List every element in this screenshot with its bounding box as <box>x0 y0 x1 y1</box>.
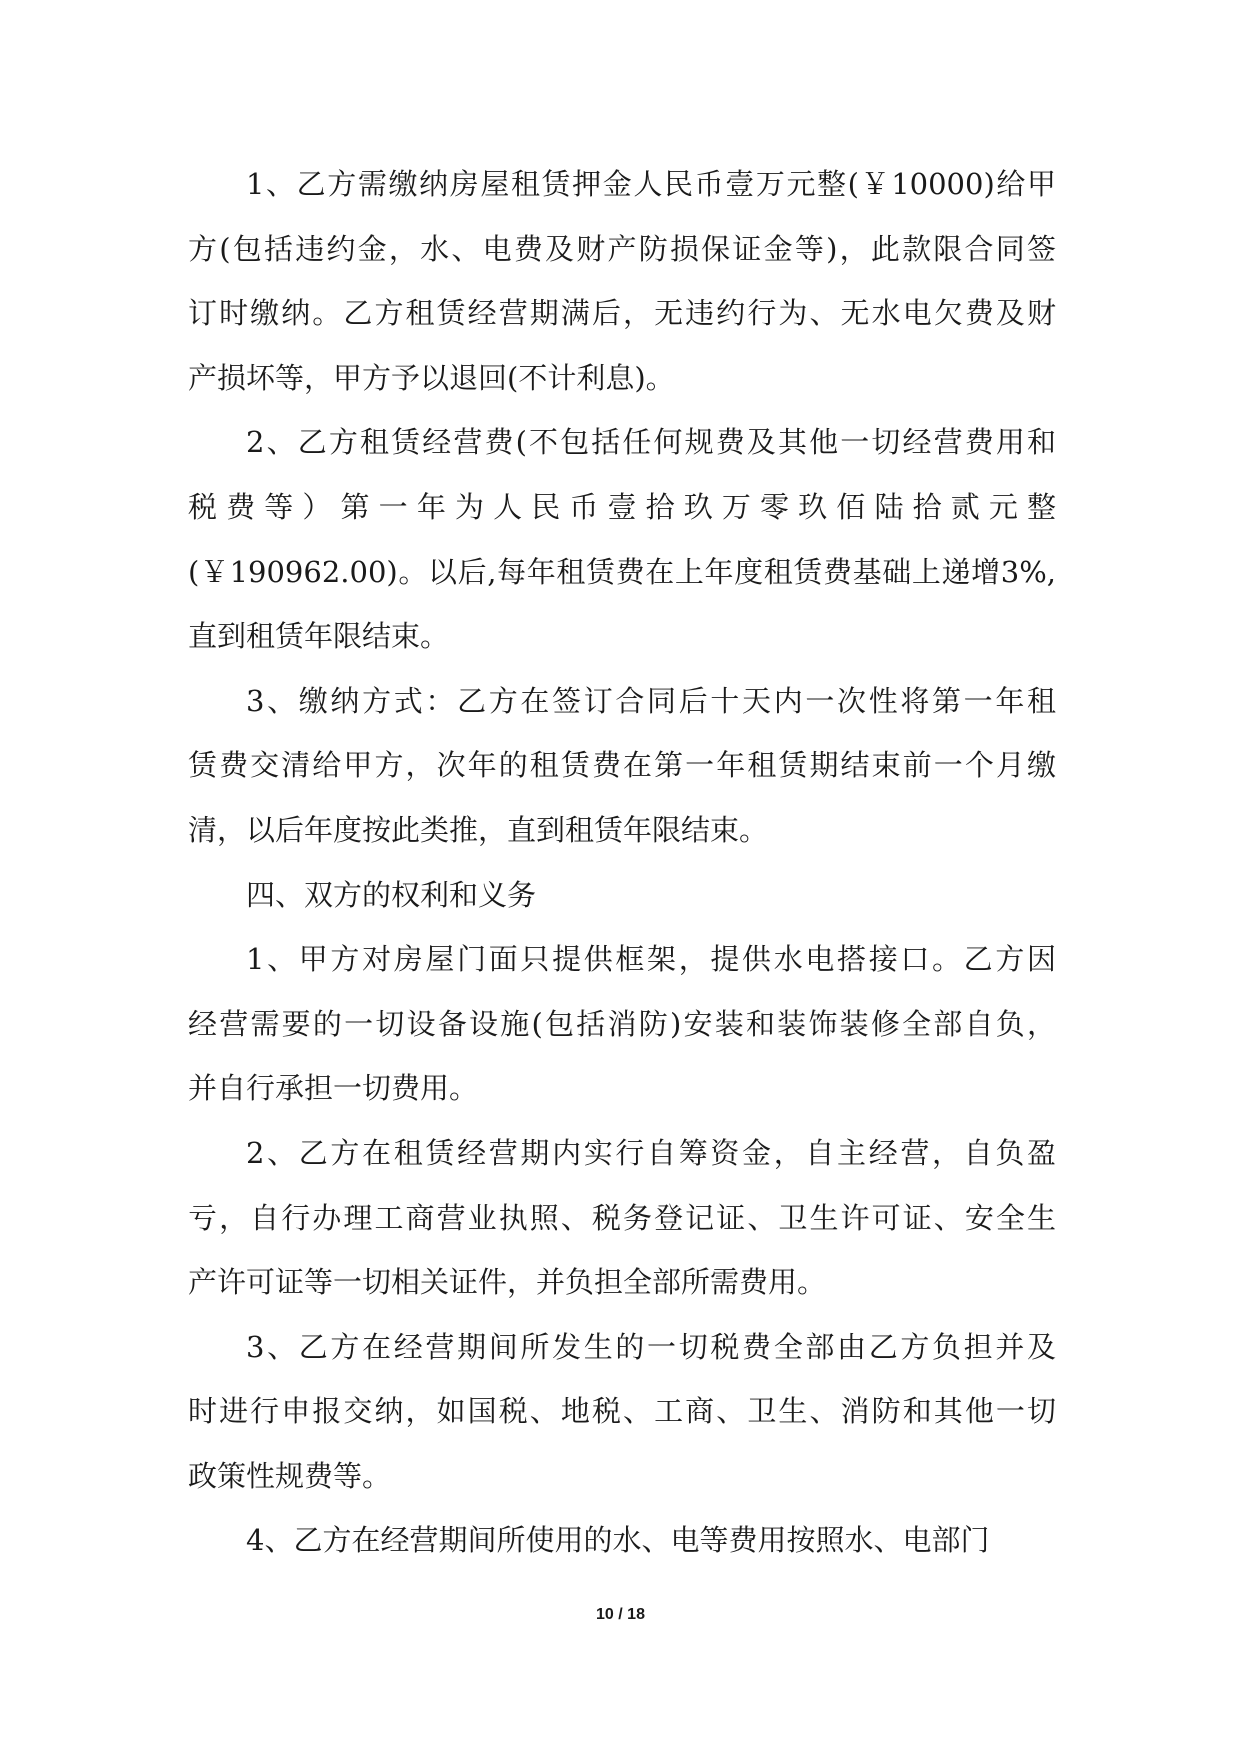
paragraph-line: (￥190962.00)。以后,每年租赁费在上年度租赁费基础上递增3%, <box>188 554 1056 589</box>
paragraph-line: 直到租赁年限结束。 <box>188 619 450 654</box>
paragraph-line: 3、乙方在经营期间所发生的一切税费全部由乙方负担并及 <box>246 1329 1056 1364</box>
paragraph-line: 时进行申报交纳，如国税、地税、工商、卫生、消防和其他一切 <box>188 1394 1056 1429</box>
paragraph-line: 四、双方的权利和义务 <box>246 877 537 912</box>
paragraph <box>188 1508 1056 1573</box>
paragraph-line: 产损坏等，甲方予以退回(不计利息)。 <box>188 360 675 395</box>
paragraph-line: 订时缴纳。乙方租赁经营期满后，无违约行为、无水电欠费及财 <box>188 296 1056 331</box>
paragraph-line: 1、乙方需缴纳房屋租赁押金人民币壹万元整(￥10000)给甲 <box>246 167 1056 201</box>
paragraph <box>188 1315 1056 1509</box>
document-body <box>188 152 1056 1573</box>
paragraph <box>188 927 1056 1121</box>
paragraph-line: 税费等）第一年为人民币壹拾玖万零玖佰陆拾贰元整 <box>188 489 1056 524</box>
page-number: 10 / 18 <box>596 1606 645 1623</box>
paragraph-line: 2、乙方在租赁经营期内实行自筹资金，自主经营，自负盈 <box>246 1135 1056 1170</box>
paragraph-line: 并自行承担一切费用。 <box>188 1071 479 1106</box>
paragraph <box>188 863 1056 928</box>
paragraph-line: 经营需要的一切设备设施(包括消防)安装和装饰装修全部自负， <box>188 1006 1056 1041</box>
paragraph-line: 清，以后年度按此类推，直到租赁年限结束。 <box>188 812 769 847</box>
paragraph-line: 亏，自行办理工商营业执照、税务登记证、卫生许可证、安全生 <box>188 1200 1056 1235</box>
paragraph-line: 1、甲方对房屋门面只提供框架，提供水电搭接口。乙方因 <box>246 942 1056 977</box>
paragraph <box>188 410 1056 668</box>
paragraph-line: 方(包括违约金，水、电费及财产防损保证金等)，此款限合同签 <box>188 231 1056 266</box>
paragraph-line: 政策性规费等。 <box>188 1458 392 1493</box>
paragraph <box>188 1121 1056 1315</box>
paragraph-line: 2、乙方租赁经营费(不包括任何规费及其他一切经营费用和 <box>246 425 1056 460</box>
paragraph-line: 产许可证等一切相关证件，并负担全部所需费用。 <box>188 1265 827 1300</box>
paragraph <box>188 669 1056 863</box>
paragraph <box>188 152 1056 410</box>
paragraph-line: 4、乙方在经营期间所使用的水、电等费用按照水、电部门 <box>246 1523 990 1558</box>
paragraph-line: 3、缴纳方式：乙方在签订合同后十天内一次性将第一年租 <box>246 683 1056 718</box>
paragraph-line: 赁费交清给甲方，次年的租赁费在第一年租赁期结束前一个月缴 <box>188 748 1056 783</box>
